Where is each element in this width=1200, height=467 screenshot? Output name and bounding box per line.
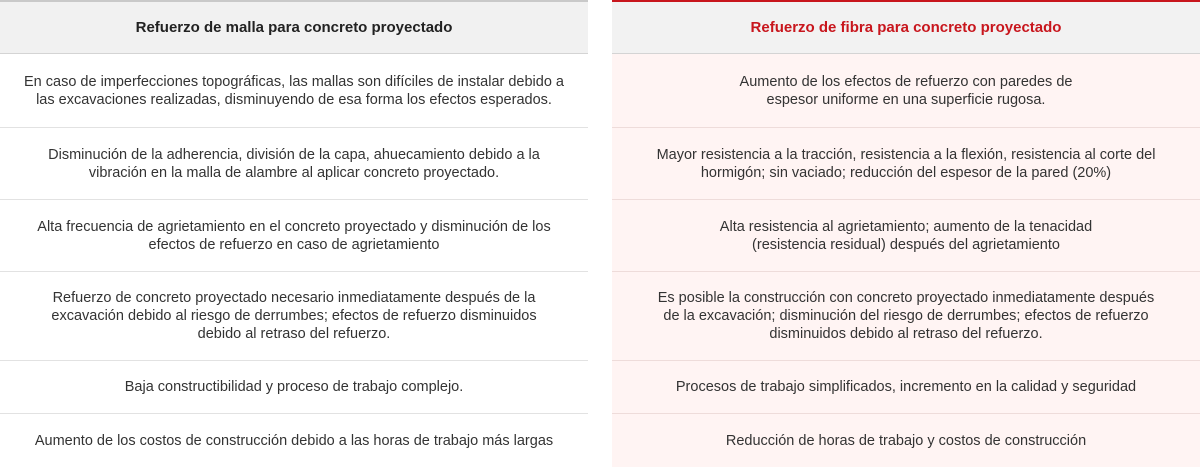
table-row — [0, 361, 588, 414]
mesh-row-text: Disminución de la adherencia, división de la capa, ahuecamiento debido a la vibración en la malla de alambre al aplicar concreto proyectado. — [48, 146, 540, 181]
fiber-row-text: Procesos de trabajo simplificados, incremento en la calidad y seguridad — [675, 379, 1137, 395]
fiber-row-text: Es posible la construcción con concreto proyectado inmediatamente después de la excavación; disminución del riesgo de derrumbes; efectos de refuerzo disminuidos debido al retraso del refuerzo. — [657, 290, 1155, 342]
fiber-row-text: Aumento de los efectos de refuerzo con paredes de espesor uniforme en una superficie rugosa. — [739, 73, 1073, 108]
table-row — [612, 128, 1200, 200]
mesh-rows — [0, 54, 588, 467]
mesh-reinforcement-column — [0, 0, 588, 467]
mesh-row-text: Alta frecuencia de agrietamiento en el concreto proyectado y disminución de los efectos de refuerzo en caso de agrietamiento — [37, 218, 551, 253]
fiber-rows — [612, 54, 1200, 467]
mesh-row-text: Aumento de los costos de construcción debido a las horas de trabajo más largas — [34, 432, 554, 449]
mesh-row-text: Refuerzo de concreto proyectado necesario inmediatamente después de la excavación debido al riesgo de derrumbes; efectos de refuerzo disminuidos debido al retraso del refuerzo. — [51, 290, 537, 342]
table-row — [0, 272, 588, 361]
table-row — [612, 54, 1200, 128]
table-row — [612, 361, 1200, 414]
mesh-column-header: Refuerzo de malla para concreto proyectado — [0, 0, 588, 54]
fiber-column-header: Refuerzo de fibra para concreto proyectado — [612, 0, 1200, 54]
fiber-reinforcement-column — [612, 0, 1200, 467]
fiber-row-text: Reducción de horas de trabajo y costos de construcción — [725, 432, 1087, 449]
table-row — [612, 414, 1200, 467]
fiber-row-text: Mayor resistencia a la tracción, resistencia a la flexión, resistencia al corte del hormigón; sin vaciado; reducción del espesor de la pared (20%) — [656, 146, 1156, 181]
table-row — [0, 414, 588, 467]
mesh-row-text: Baja constructibilidad y proceso de trabajo complejo. — [124, 379, 464, 395]
table-row — [0, 54, 588, 128]
fiber-row-text: Alta resistencia al agrietamiento; aumento de la tenacidad (resistencia residual) después del agrietamiento — [719, 218, 1093, 253]
table-row — [0, 128, 588, 200]
table-row — [0, 200, 588, 272]
table-row — [612, 200, 1200, 272]
table-row — [612, 272, 1200, 361]
mesh-row-text: En caso de imperfecciones topográficas, las mallas son difíciles de instalar debido a las excavaciones realizadas, disminuyendo de esa forma los efectos esperados. — [23, 73, 564, 108]
